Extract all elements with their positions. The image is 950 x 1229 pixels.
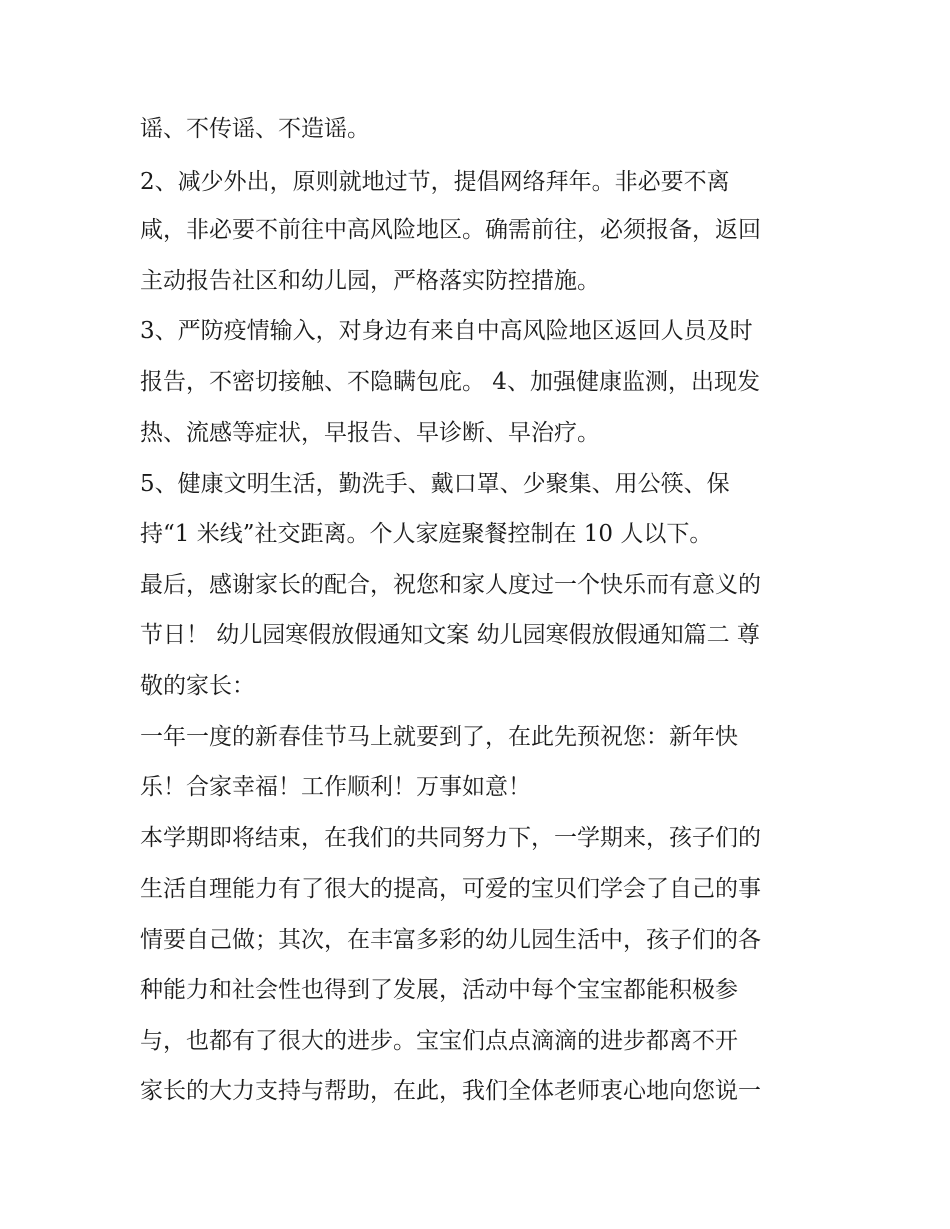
text-line: 热、流感等症状，早报告、早诊断、早治疗。 [140, 420, 600, 446]
text-line: 3、严防疫情输入，对身边有来自中高风险地区返回人员及时 [140, 318, 753, 344]
text-line: 节日！ 幼儿园寒假放假通知文案 幼儿园寒假放假通知篇二 尊 [140, 622, 760, 648]
text-line: 2、减少外出，原则就地过节，提倡网络拜年。非必要不离 [140, 169, 730, 195]
text-line: 一年一度的新春佳节马上就要到了，在此先预祝您：新年快 [140, 724, 738, 750]
text-line: 5、健康文明生活，勤洗手、戴口罩、少聚集、用公筷、保 [140, 471, 730, 497]
text-line: 敬的家长： [140, 673, 255, 699]
text-line: 本学期即将结束，在我们的共同努力下，一学期来，孩子们的 [140, 825, 761, 851]
text-line: 咸，非必要不前往中高风险地区。确需前往，必须报备，返回 [140, 217, 761, 243]
text-line: 报告，不密切接触、不隐瞒包庇。 4、加强健康监测，出现发 [140, 369, 760, 395]
text-line: 乐！合家幸福！工作顺利！万事如意！ [140, 774, 531, 800]
text-line: 家长的大力支持与帮助，在此，我们全体老师衷心地向您说一 [140, 1078, 761, 1104]
text-line: 主动报告社区和幼儿园，严格落实防控措施。 [140, 268, 600, 294]
text-line: 持“1 米线”社交距离。个人家庭聚餐控制在 10 人以下。 [140, 521, 713, 547]
text-line: 最后，感谢家长的配合，祝您和家人度过一个快乐而有意义的 [140, 572, 761, 598]
text-line: 谣、不传谣、不造谣。 [140, 116, 370, 142]
text-line: 生活自理能力有了很大的提高，可爱的宝贝们学会了自己的事 [140, 876, 761, 902]
text-line: 情要自己做；其次，在丰富多彩的幼儿园生活中，孩子们的各 [140, 927, 761, 953]
text-line: 与，也都有了很大的进步。宝宝们点点滴滴的进步都离不开 [140, 1028, 738, 1054]
text-line: 种能力和社会性也得到了发展，活动中每个宝宝都能积极参 [140, 977, 738, 1003]
